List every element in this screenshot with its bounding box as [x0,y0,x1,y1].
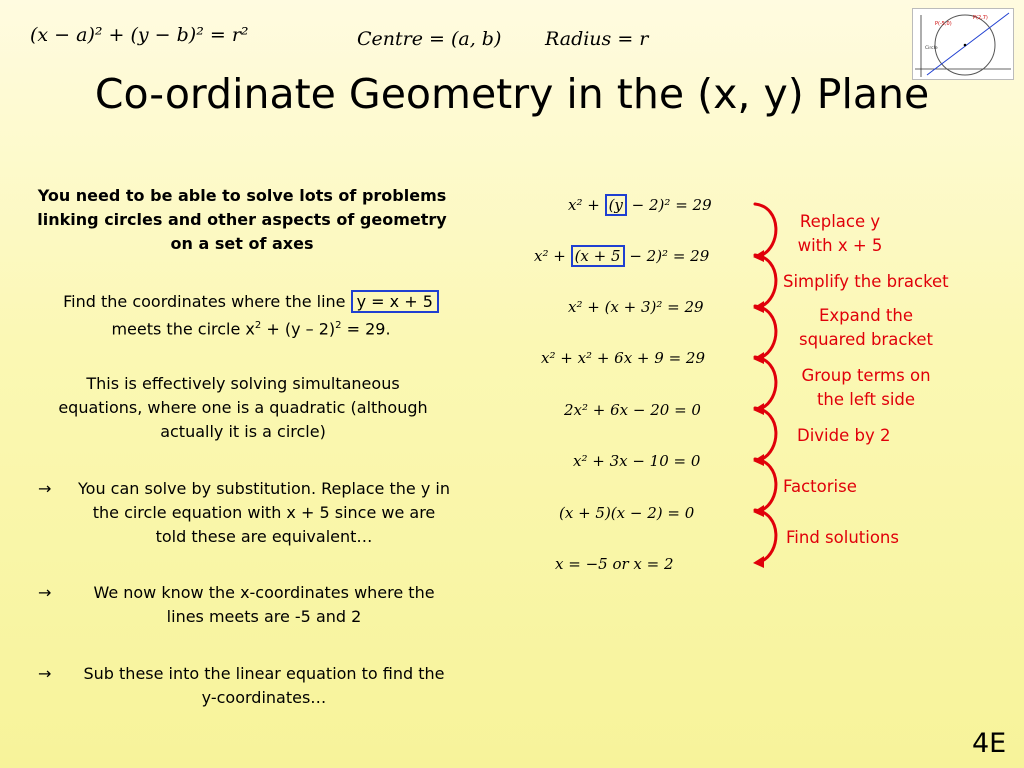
equation-step-8: x = −5 or x = 2 [555,555,674,573]
annotation-expand: Expand the squared bracket [799,306,933,349]
circle-graph-image [913,9,1013,79]
annotation-simplify: Simplify the bracket [783,272,949,291]
equation-step-4: x² + x² + 6x + 9 = 29 [541,349,705,367]
arrowhead-icon-4 [753,403,764,415]
curved-arrow-4 [755,357,776,409]
equation-step-1: x² + (y − 2)² = 29 [568,196,712,214]
arrow-bullet-icon: → [38,583,52,602]
curved-arrow-6 [755,459,776,511]
annotation-replace-y: Replace y with x + 5 [797,212,883,255]
curved-arrow-2 [755,255,776,307]
radius-formula: Radius = r [545,28,649,50]
page-title: Co-ordinate Geometry in the (x, y) Plane [94,70,930,118]
bullet-item [38,581,452,629]
arrowhead-icon-1 [753,250,764,262]
bullet-text: You can solve by substitution. Replace the y in the circle equation with x + 5 since we are told these are equivalent… [78,479,450,546]
substitution-box-x5: (x + 5 [571,245,625,267]
bullet-item [38,477,452,549]
arrow-bullet-icon: → [38,479,52,498]
arrowhead-icon-7 [753,556,764,568]
thumb-label-point-2: P(2,7) [973,15,988,21]
superscript-2b: 2 [335,320,342,331]
curved-arrow-1 [755,204,776,256]
thumb-label-circle: Circle [925,46,938,51]
circle-general-equation: (x − a)² + (y − b)² = r² [30,24,249,46]
problem-text-4: = 29. [341,319,391,339]
centre-formula: Centre = (a, b) [357,28,502,50]
thumb-label-point-1: P(-5,0) [935,21,952,27]
equation-step-6: x² + 3x − 10 = 0 [573,452,701,470]
annotation-divide: Divide by 2 [797,426,891,445]
annotation-factorise: Factorise [783,477,857,496]
line-equation-highlight: y = x + 5 [351,290,439,313]
curved-arrow-3 [755,306,776,358]
explanation-text: This is effectively solving simultaneous equations, where one is a quadratic (although actually it is a circle) [58,374,428,441]
problem-statement [26,290,476,341]
annotation-find-solutions: Find solutions [786,528,899,547]
bullet-item [38,662,452,710]
equation-step-7: (x + 5)(x − 2) = 0 [559,504,695,522]
problem-text-1: Find the coordinates where the line [63,292,351,311]
arrowhead-icon-5 [753,454,764,466]
arrowhead-icon-2 [753,301,764,313]
curved-arrow-5 [755,408,776,460]
bullet-text: Sub these into the linear equation to find the y-coordinates… [83,664,445,707]
slide-code: 4E [972,728,1007,759]
problem-text-2: meets the circle x [111,319,255,339]
arrow-bullet-icon: → [38,664,52,683]
problem-text-3: + (y – 2) [261,319,336,339]
superscript-2a: 2 [254,320,262,331]
arrowhead-icon-6 [753,505,764,517]
step-arrows [740,195,790,575]
equation-step-3: x² + (x + 3)² = 29 [568,298,704,316]
arrowhead-icon-3 [753,352,764,364]
equation-step-2: x² + (x + 5 − 2)² = 29 [534,247,710,265]
substitution-box-y: (y [605,194,627,216]
annotation-group: Group terms on the left side [801,366,931,409]
equation-step-5: 2x² + 6x − 20 = 0 [564,401,701,419]
curved-arrow-7 [755,510,776,562]
bullet-text: We now know the x-coordinates where the lines meets are -5 and 2 [93,583,435,626]
intro-text: You need to be able to solve lots of problems linking circles and other aspects of geometry on a set of axes [37,186,447,253]
